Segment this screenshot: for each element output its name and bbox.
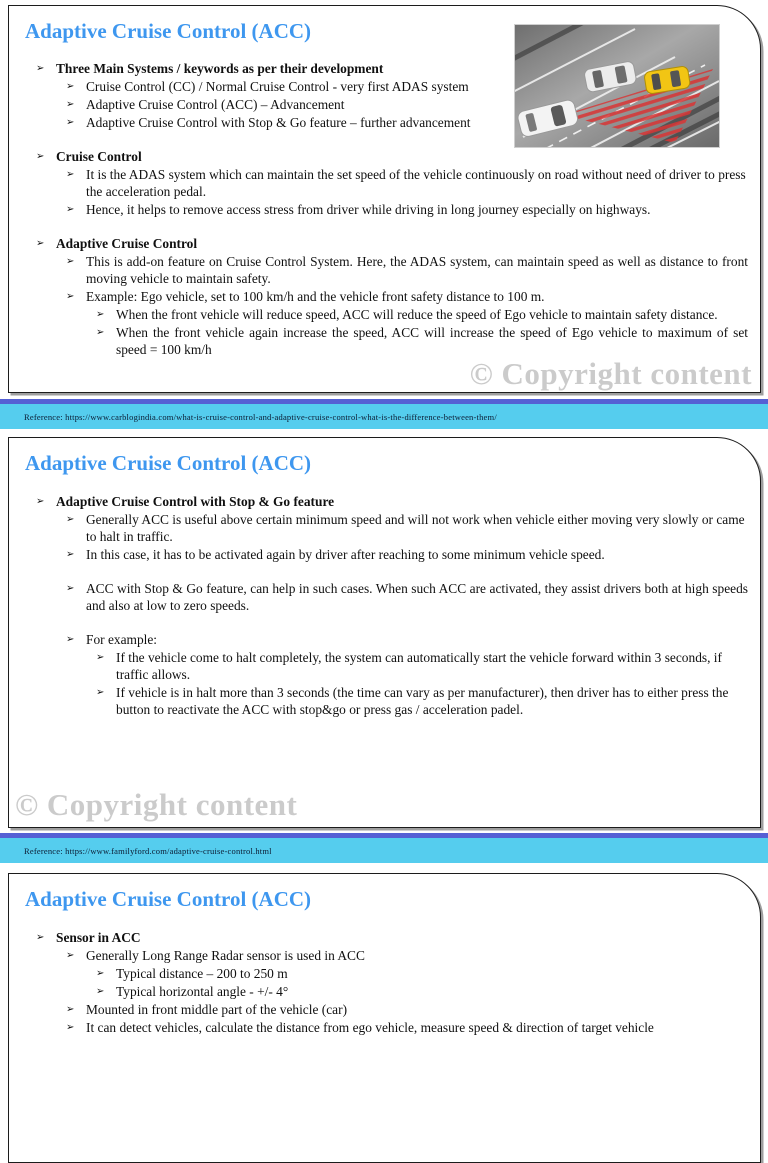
- bullet-item: [36, 493, 748, 510]
- bullet-arrow-icon: ➢: [36, 496, 45, 507]
- reference-url: Reference: https://www.familyford.com/adaptive-cruise-control.html: [24, 845, 272, 856]
- bullet-text: In this case, it has to be activated again by driver after reaching to some minimum vehicle speed.: [86, 547, 605, 562]
- bullet-text: Adaptive Cruise Control (ACC) – Advancement: [86, 97, 345, 112]
- slide-title: Adaptive Cruise Control (ACC): [25, 451, 312, 475]
- bullet-item: [96, 983, 748, 1000]
- bullet-arrow-icon: ➢: [96, 968, 105, 979]
- bullet-arrow-icon: ➢: [36, 63, 45, 74]
- reference-bar-body: [0, 838, 768, 863]
- bullet-spacer: [19, 219, 748, 234]
- bullet-text: Example: Ego vehicle, set to 100 km/h and the vehicle front safety distance to 100 m.: [86, 289, 545, 304]
- bullet-text: Hence, it helps to remove access stress from driver while driving in long journey especially on highways.: [86, 202, 651, 217]
- bullet-text: Mounted in front middle part of the vehicle (car): [86, 1002, 348, 1017]
- bullet-text: Typical horizontal angle - +/- 4°: [116, 984, 289, 999]
- bullet-arrow-icon: ➢: [96, 986, 105, 997]
- bullet-arrow-icon: ➢: [66, 117, 75, 128]
- copyright-watermark: © Copyright content: [15, 787, 298, 822]
- bullet-arrow-icon: ➢: [66, 1004, 75, 1015]
- bullet-text: Adaptive Cruise Control with Stop & Go feature – further advancement: [86, 115, 471, 130]
- acc-highway-photo: [515, 25, 719, 147]
- bullet-item: [66, 166, 748, 200]
- bullet-arrow-icon: ➢: [66, 291, 75, 302]
- slide-title: Adaptive Cruise Control (ACC): [25, 887, 312, 911]
- bullet-arrow-icon: ➢: [66, 634, 75, 645]
- bullet-arrow-icon: ➢: [66, 1022, 75, 1033]
- bullet-arrow-icon: ➢: [96, 327, 105, 338]
- bullet-arrow-icon: ➢: [96, 652, 105, 663]
- bullet-text: For example:: [86, 632, 158, 647]
- bullet-item: [96, 324, 748, 358]
- reference-bar: [0, 833, 768, 863]
- slide-body: [9, 493, 760, 718]
- bullet-text: It is the ADAS system which can maintain the set speed of the vehicle continuously on road without need of driver to press the acceleration pedal.: [86, 167, 746, 199]
- bullet-arrow-icon: ➢: [96, 309, 105, 320]
- bullet-arrow-icon: ➢: [96, 687, 105, 698]
- bullet-arrow-icon: ➢: [66, 583, 75, 594]
- reference-bar-body: [0, 404, 768, 429]
- bullet-text: Generally ACC is useful above certain minimum speed and will not work when vehicle either moving very slowly or came to halt in traffic.: [86, 512, 745, 544]
- bullet-item: [66, 580, 748, 614]
- slide-acc-stop-and-go: [8, 437, 761, 828]
- bullet-text: Adaptive Cruise Control: [56, 236, 198, 251]
- bullet-text: Sensor in ACC: [56, 930, 141, 945]
- bullet-arrow-icon: ➢: [66, 514, 75, 525]
- bullet-item: [36, 148, 748, 165]
- bullet-text: When the front vehicle will reduce speed, ACC will reduce the speed of Ego vehicle to maintain safety distance.: [116, 307, 718, 322]
- bullet-text: Generally Long Range Radar sensor is used in ACC: [86, 948, 365, 963]
- reference-bar: [0, 399, 768, 429]
- bullet-text: Cruise Control (CC) / Normal Cruise Control - very first ADAS system: [86, 79, 469, 94]
- bullet-text: Three Main Systems / keywords as per their development: [56, 61, 384, 76]
- bullet-arrow-icon: ➢: [66, 204, 75, 215]
- bullet-arrow-icon: ➢: [66, 81, 75, 92]
- bullet-item: [66, 947, 748, 964]
- bullet-spacer: [19, 564, 748, 579]
- bullet-item: [66, 1019, 748, 1036]
- slide-title: Adaptive Cruise Control (ACC): [25, 19, 312, 43]
- bullet-text: If the vehicle come to halt completely, the system can automatically start the vehicle forward within 3 seconds, if traffic allows.: [116, 650, 722, 682]
- bullet-item: [36, 929, 748, 946]
- bullet-arrow-icon: ➢: [66, 549, 75, 560]
- bullet-item: [36, 235, 748, 252]
- bullet-item: [66, 201, 748, 218]
- slide-acc-sensor: [8, 873, 761, 1163]
- slide-acc-overview: [8, 5, 761, 393]
- bullet-item: [96, 649, 748, 683]
- bullet-arrow-icon: ➢: [36, 238, 45, 249]
- bullet-arrow-icon: ➢: [66, 950, 75, 961]
- copyright-watermark: © Copyright content: [469, 356, 752, 391]
- bullet-text: ACC with Stop & Go feature, can help in such cases. When such ACC are activated, they assist drivers both at high speeds and also at low to zero speeds.: [86, 581, 748, 613]
- bullet-item: [96, 306, 748, 323]
- bullet-arrow-icon: ➢: [36, 151, 45, 162]
- bullet-spacer: [19, 615, 748, 630]
- bullet-arrow-icon: ➢: [66, 99, 75, 110]
- bullet-text: It can detect vehicles, calculate the distance from ego vehicle, measure speed & direction of target vehicle: [86, 1020, 654, 1035]
- bullet-item: [66, 253, 748, 287]
- bullet-arrow-icon: ➢: [36, 932, 45, 943]
- bullet-item: [66, 631, 748, 648]
- slide-body: [9, 929, 760, 1036]
- bullet-item: [66, 1001, 748, 1018]
- bullet-item: [66, 511, 748, 545]
- reference-url: Reference: https://www.carblogindia.com/what-is-cruise-control-and-adaptive-cruise-control-what-is-the-difference-between-them/: [24, 411, 497, 422]
- bullet-text: Adaptive Cruise Control with Stop & Go feature: [56, 494, 335, 509]
- bullet-text: Typical distance – 200 to 250 m: [116, 966, 288, 981]
- bullet-arrow-icon: ➢: [66, 169, 75, 180]
- bullet-text: If vehicle is in halt more than 3 seconds (the time can vary as per manufacturer), then driver has to either press the button to reactivate the ACC with stop&go or press gas / acceleration padel.: [116, 685, 729, 717]
- bullet-text: Cruise Control: [56, 149, 142, 164]
- bullet-arrow-icon: ➢: [66, 256, 75, 267]
- bullet-text: When the front vehicle again increase the speed, ACC will increase the speed of Ego vehicle to maximum of set speed = 100 km/h: [116, 325, 748, 357]
- bullet-item: [96, 684, 748, 718]
- bullet-item: [96, 965, 748, 982]
- bullet-item: [66, 288, 748, 305]
- bullet-item: [66, 546, 748, 563]
- bullet-text: This is add-on feature on Cruise Control System. Here, the ADAS system, can maintain speed as well as distance to front moving vehicle to maintain safety.: [86, 254, 748, 286]
